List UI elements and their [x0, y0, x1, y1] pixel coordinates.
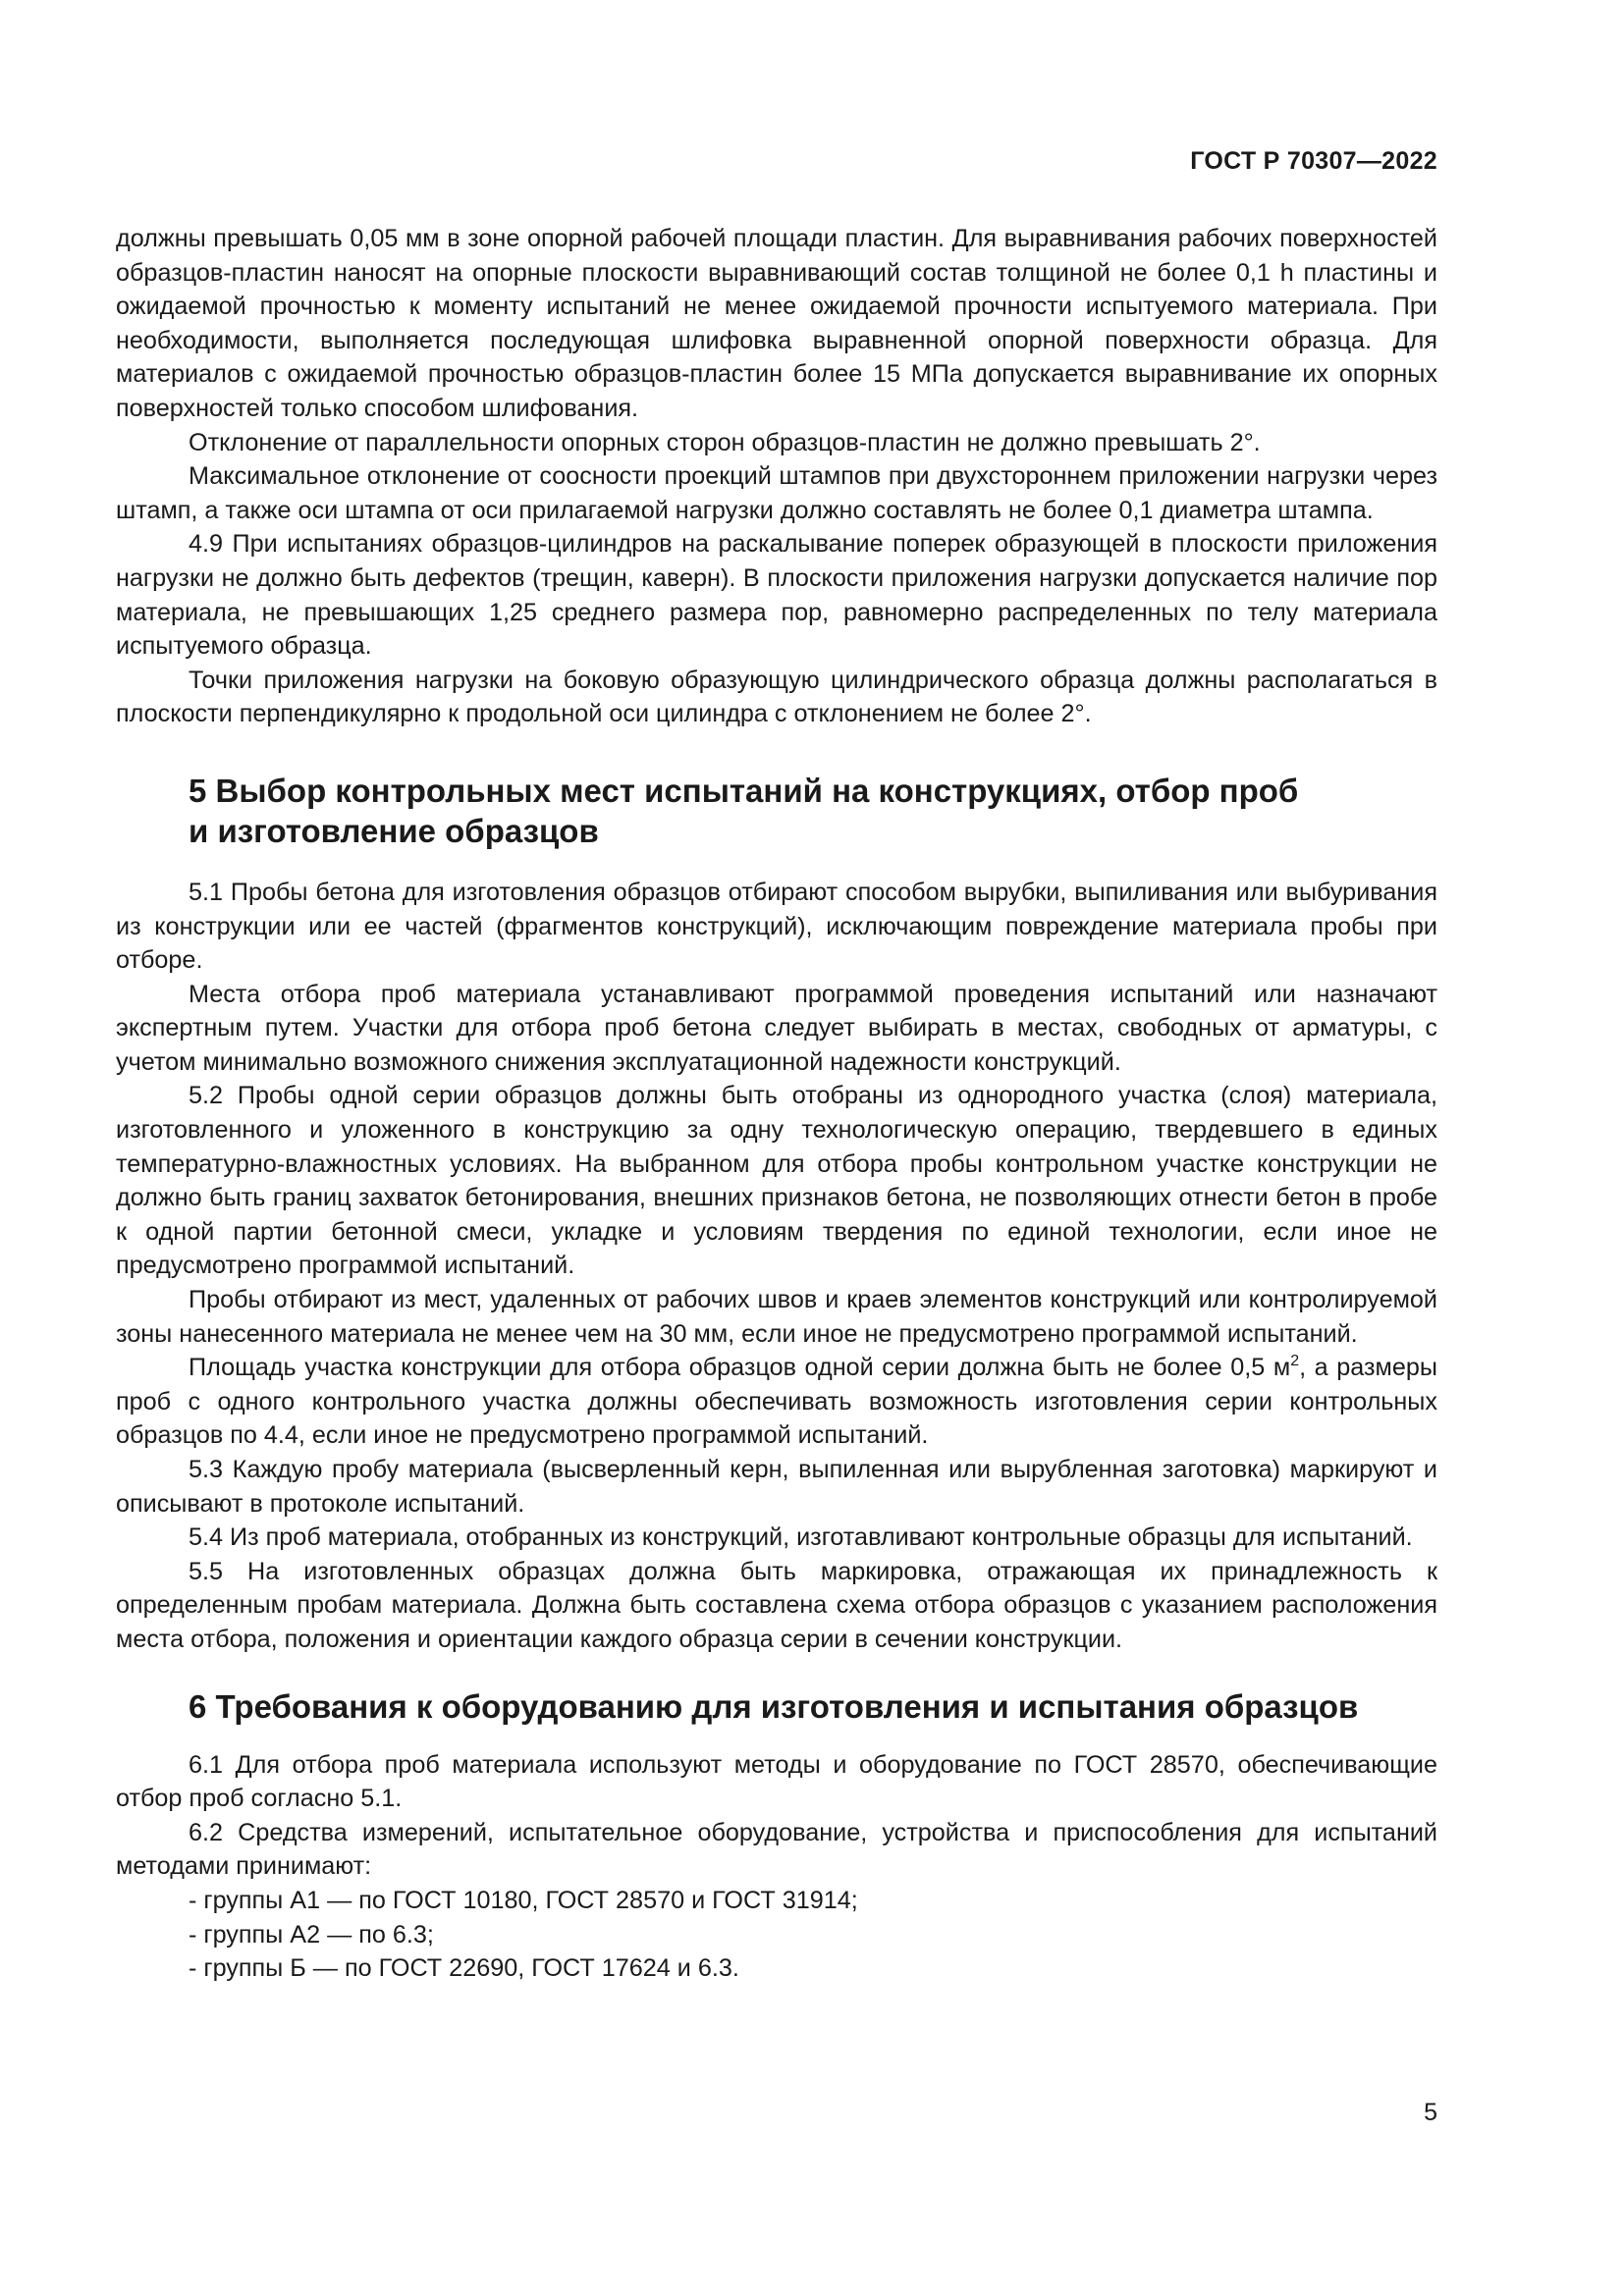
section-6-heading: 6 Требования к оборудованию для изготовления и испытания образцов [189, 1687, 1359, 1725]
section-5-heading-line1: 5 Выбор контрольных мест испытаний на конструкциях, отбор проб [189, 772, 1299, 809]
paragraph: 5.3 Каждую пробу материала (высверленный керн, выпиленная или вырубленная заготовка) маркируют и описывают в протоколе испытаний. [116, 1456, 1437, 1518]
paragraph: Места отбора проб материала устанавливают программой проведения испытаний или назначают экспертным путем. Участки для отбора проб бетона следует выбирать в местах, свободных от арматуры, с учетом минимально возможного снижения эксплуатационной надежности конструкций. [116, 980, 1437, 1076]
list-item: - группы А1 — по ГОСТ 10180, ГОСТ 28570 и ГОСТ 31914; [189, 1886, 858, 1914]
equipment-list [116, 1884, 1437, 1986]
paragraph: Пробы отбирают из мест, удаленных от рабочих швов и краев элементов конструкций или контролируемой зоны нанесенного материала не менее чем на 30 мм, если иное не предусмотрено программой испытаний. [116, 1286, 1437, 1348]
area-superscript: 2 [1290, 1353, 1300, 1370]
paragraph: 6.2 Средства измерений, испытательное оборудование, устройства и приспособления для испытаний методами принимают: [116, 1818, 1437, 1881]
paragraph: должны превышать 0,05 мм в зоне опорной рабочей площади пластин. Для выравнивания рабочих поверхностей образцов-пластин наносят на опорные плоскости выравнивающий состав толщиной не более 0,1 h пластины и ожидаемой прочностью к моменту испытаний не менее ожидаемой прочности испытуемого материала. При необходимости, выполняется последующая шлифовка выравненной опорной поверхности образца. Для материалов с ожидаемой прочностью образцов-пластин более 15 МПа допускается выравнивание их опорных поверхностей только способом шлифования. [116, 225, 1437, 422]
area-text-end: , а размеры проб с одного контрольного участка должны обеспечивать возможность изготовления серии контрольных образцов по 4.4, если иное не предусмотрено программой испытаний. [116, 1354, 1437, 1450]
page-content [116, 222, 1437, 1986]
area-text-start: Площадь участка конструкции для отбора образцов одной серии должна быть не более 0,5 м [189, 1354, 1291, 1382]
document-id: ГОСТ Р 70307—2022 [1190, 147, 1437, 175]
section-5-heading-line2: и изготовление образцов [189, 812, 599, 849]
paragraph: 5.1 Пробы бетона для изготовления образцов отбирают способом вырубки, выпиливания или выбуривания из конструкции или ее частей (фрагментов конструкций), исключающим повреждение материала пробы при отборе. [116, 878, 1437, 975]
paragraph: Отклонение от параллельности опорных сторон образцов-пластин не должно превышать 2°. [189, 428, 1261, 456]
paragraph: 6.1 Для отбора проб материала используют методы и оборудование по ГОСТ 28570, обеспечивающие отбор проб согласно 5.1. [116, 1750, 1437, 1813]
paragraph: 4.9 При испытаниях образцов-цилиндров на раскалывание поперек образующей в плоскости приложения нагрузки не должно быть дефектов (трещин, каверн). В плоскости приложения нагрузки допускается наличие пор материала, не превышающих 1,25 среднего размера пор, равномерно распределенных по телу материала испытуемого образца. [116, 530, 1437, 661]
section-5-heading [116, 771, 1437, 851]
list-item: - группы А2 — по 6.3; [189, 1920, 434, 1949]
paragraph: 5.4 Из проб материала, отобранных из конструкций, изготавливают контрольные образцы для испытаний. [189, 1523, 1413, 1552]
paragraph: 5.5 На изготовленных образцах должна быть маркировка, отражающая их принадлежность к определенным пробам материала. Должна быть составлена схема отбора образцов с указанием расположения места отбора, положения и ориентации каждого образца серии в сечении конструкции. [116, 1557, 1437, 1653]
paragraph-area [116, 1351, 1437, 1453]
list-item: - группы Б — по ГОСТ 22690, ГОСТ 17624 и 6.3. [189, 1954, 739, 1983]
paragraph: 5.2 Пробы одной серии образцов должны быть отобраны из однородного участка (слоя) материала, изготовленного и уложенного в конструкцию за одну технологическую операцию, твердевшего в единых температурно-влажностных условиях. На выбранном для отбора пробы контрольном участке конструкции не должно быть границ захваток бетонирования, внешних признаков бетона, не позволяющих отнести бетон в пробе к одной партии бетонной смеси, укладке и условиям твердения по единой технологии, если иное не предусмотрено программой испытаний. [116, 1082, 1437, 1280]
paragraph: Точки приложения нагрузки на боковую образующую цилиндрического образца должны располагаться в плоскости перпендикулярно к продольной оси цилиндра с отклонением не более 2°. [116, 666, 1437, 728]
page-number: 5 [1424, 2099, 1437, 2126]
paragraph: Максимальное отклонение от соосности проекций штампов при двухстороннем приложении нагрузки через штамп, а также оси штампа от оси прилагаемой нагрузки должно составлять не более 0,1 диаметра штампа. [116, 462, 1437, 524]
